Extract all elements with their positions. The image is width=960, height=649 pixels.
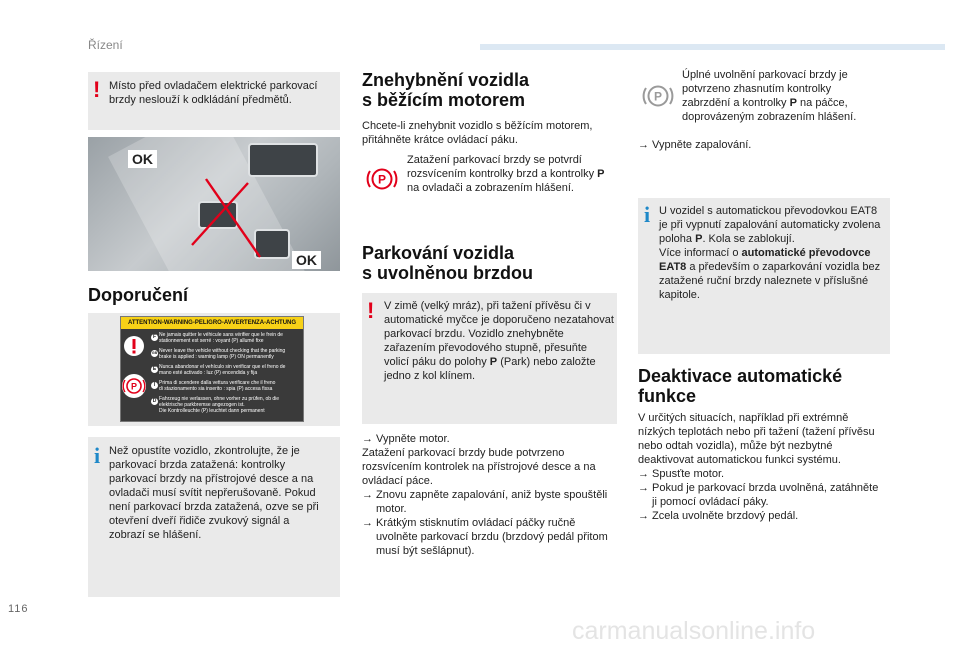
flag-gb: GB: [151, 351, 158, 355]
info-right-text-3: Více informací o: [659, 247, 742, 259]
svg-text:P: P: [130, 381, 138, 392]
step-middle-4: → Krátkým stisknutím ovládací páčky ručně uvolněte parkovací brzdu (brzdový pedál přitom musí být sešlápnut).: [362, 517, 608, 557]
label-row-i-2: di stazionamento sia inserito : spia (P) accesa fissa: [159, 386, 273, 392]
label-row-d-2: elektrische parkbremse angezogen ist.: [159, 402, 245, 408]
ok-label-bottom: OK: [292, 251, 321, 269]
step-right-1: → Spusťte motor.: [638, 468, 725, 480]
warning-exclamation-icon: !: [93, 77, 101, 102]
step-middle-1: → Vypněte motor.: [362, 433, 450, 445]
step-middle-3: → Znovu zapněte zapalování, aniž byste spouštěli motor.: [362, 489, 608, 515]
warning-label-sticker: [120, 316, 304, 422]
label-row-e-1: Nunca abandonar el vehículo sin verificar que el freno de: [159, 364, 286, 370]
heading-znehybneni-line1: Znehybnění vozidla: [362, 70, 530, 90]
info-right-text-2: . Kola se zablokují.: [702, 233, 795, 245]
step-ignition-off: → Vypněte zapalování.: [638, 139, 752, 151]
info-icon: i: [94, 443, 101, 468]
warning-label-banner: ATTENTION-WARNING-PELIGRO-AVVERTENZA-ACHTUNG: [121, 317, 303, 329]
info-icon: i: [644, 202, 651, 227]
warning-exclamation-icon: [123, 335, 145, 357]
flag-i: I: [151, 382, 158, 389]
flag-f: F: [152, 334, 157, 340]
info-box-bottom: [88, 437, 340, 597]
warning-box-middle: [362, 293, 617, 424]
heading-znehybneni-line2: s běžícím motorem: [362, 90, 526, 110]
warning-middle-text-bold: P: [489, 356, 498, 368]
page-number: 116: [8, 603, 29, 615]
flag-e: E: [152, 366, 157, 372]
note-top-text: Místo před ovladačem elektrické parkovací brzdy neslouží k odkládání předmětů.: [109, 80, 318, 106]
apply-confirm-text: [407, 153, 617, 195]
warning-middle-text: [384, 299, 614, 383]
info-right-text: [659, 204, 885, 302]
parking-brake-red-icon: [365, 162, 399, 196]
intro-text: Chcete-li znehybnit vozidlo s běžícím motorem, přitáhněte krátce ovládací páku.: [362, 120, 593, 146]
apply-confirm-text-pre: Zatažení parkovací brzdy se potvrdí rozsvícením kontrolky brzd a kontrolky: [407, 154, 598, 180]
svg-text:P: P: [377, 172, 387, 187]
step-right-3: → Zcela uvolněte brzdový pedál.: [638, 510, 799, 522]
heading-deaktivace: [638, 366, 842, 406]
ok-label-top: OK: [128, 150, 157, 168]
label-row-d-1: Fahrzeug nie verlassen, ohne vorher zu prüfen, ob die: [159, 396, 280, 402]
info-right-text-1: U vozidel s automatickou převodovkou EAT8 je při vypnutí zapalování automaticky zvolena poloha: [659, 205, 881, 245]
heading-parkovani: [362, 243, 533, 283]
header-bar: [480, 44, 945, 50]
heading-deaktivace-line2: funkce: [638, 386, 697, 406]
info-right-text-bold1: P: [695, 233, 703, 245]
deactivation-paragraph: V určitých situacích, například při extrémně nízkých teplotách nebo při tažení (tažení přívěsu nebo odtah vozidla), může být nezbytné deaktivovat automatickou funkci systému.: [638, 412, 875, 466]
heading-parkovani-line2: s uvolněnou brzdou: [362, 263, 533, 283]
svg-text:P: P: [653, 89, 663, 104]
flag-d: D: [152, 398, 157, 404]
apply-confirm-text-bold: P: [597, 168, 605, 180]
running-header: Řízení: [88, 38, 123, 52]
parking-brake-red-icon: [121, 373, 147, 399]
label-row-i-1: Prima di scendere dalla vettura verificare che il freno: [159, 380, 276, 386]
deactivation-text: [638, 411, 880, 523]
note-box-top: [88, 72, 340, 130]
release-confirm-text: [682, 68, 878, 124]
label-row-gb-1: Never leave the vehicle without checking that the parking: [159, 348, 286, 354]
label-row-gb-2: brake is applied : warning lamp (P) ON permanently: [159, 354, 274, 360]
info-right-text-bold2: automatické převodovce EAT8: [659, 247, 871, 273]
photo-parking-brake-console: [88, 137, 340, 271]
steps-middle: [362, 432, 618, 558]
warning-label-card: [88, 313, 340, 426]
label-row-d-3: Die Kontrolleuchte (P) leuchtet dann permanent: [159, 408, 265, 414]
step-middle-2: Zatažení parkovací brzdy bude potvrzeno rozsvícením kontrolek na přístrojové desce a na ovládací páce.: [362, 447, 596, 487]
watermark: carmanualsonline.info: [572, 617, 816, 645]
label-row-e-2: mano esté activado : luz (P) encendida y fija: [159, 370, 258, 376]
release-confirm-text-post: na páčce, doprovázeným zobrazením hlášení.: [682, 97, 857, 123]
warning-middle-text-pre: V zimě (velký mráz), při tažení přívěsu či v automatické myčce je doporučeno nezatahovat parkovací brzdu. Vozidlo znehybněte zařazením převodového stupně, přesuňte volicí páku do polohy: [384, 300, 614, 368]
heading-deaktivace-line1: Deaktivace automatické: [638, 366, 843, 386]
heading-doporuceni: Doporučení: [88, 285, 189, 305]
info-bottom-text: Než opustíte vozidlo, zkontrolujte, že je parkovací brzda zatažená: kontrolky parkovací brzdy na přístrojové desce a na ovladači musí svítit nepřerušovaně. Pokud není parkovací brzda zatažená, ozve se při otevření dveří řidiče zvukový signál a zobrazí se hlášení.: [109, 445, 319, 541]
label-row-f-1: Ne jamais quitter le véhicule sans vérifier que le frein de: [159, 332, 283, 338]
info-box-right: [638, 198, 890, 354]
release-confirm-text-pre: Úplné uvolnění parkovací brzdy je potvrzeno zhasnutím kontrolky zabrzdění a kontrolky: [682, 69, 848, 109]
release-confirm-text-bold: P: [789, 97, 797, 109]
heading-znehybneni: [362, 70, 529, 110]
warning-middle-text-post: (Park) nebo založte jedno z kol klínem.: [384, 356, 596, 382]
parking-brake-gray-icon: [641, 79, 675, 113]
info-right-text-4: a především o zaparkování vozidla bez zatažené ruční brzdy naleznete v příslušné kapitole.: [659, 261, 881, 301]
heading-parkovani-line1: Parkování vozidla: [362, 243, 515, 263]
step-right-2: → Pokud je parkovací brzda uvolněná, zatáhněte ji pomocí ovládací páky.: [638, 482, 879, 508]
warning-exclamation-icon: !: [367, 298, 375, 323]
apply-confirm-text-post: na ovladači a zobrazením hlášení.: [407, 182, 574, 194]
label-row-f-2: stationnement est serré : voyant (P) allumé fixe: [159, 338, 264, 344]
